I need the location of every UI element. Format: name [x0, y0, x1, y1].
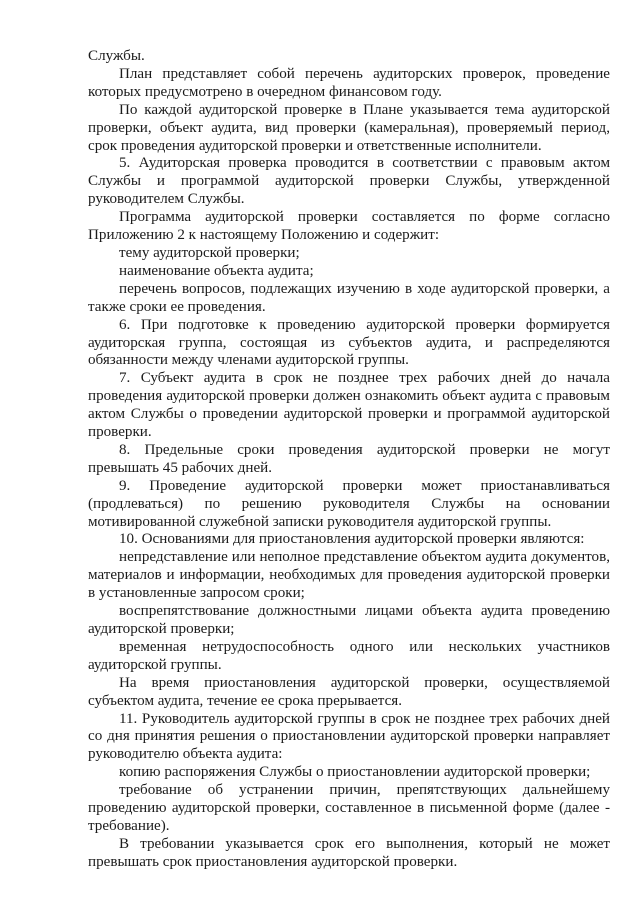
document-body — [88, 48, 610, 872]
paragraph-suspension-term: На время приостановления аудиторской проверки, осуществляемой субъектом аудита, течение ее срока прерывается. — [88, 674, 610, 709]
paragraph-plan-definition: План представляет собой перечень аудиторских проверок, проведение которых предусмотрено в очередном финансовом году. — [88, 65, 610, 100]
list-item-topic: тему аудиторской проверки; — [119, 244, 300, 261]
paragraph-continuation: Службы. — [88, 48, 145, 64]
paragraph-plan-contents: По каждой аудиторской проверке в Плане указывается тема аудиторской проверки, объект аудита, вид проверки (камеральная), проверяемый период, срок проведения аудиторской проверки и ответственные исполнители. — [88, 101, 610, 154]
list-item-non-provision: непредставление или неполное представление объектом аудита документов, материалов и информации, необходимых для проведения аудиторской проверки в установленные запросом сроки; — [88, 549, 610, 602]
paragraph-item-5: 5. Аудиторская проверка проводится в соответствии с правовым актом Службы и программой аудиторской проверки Службы, утвержденной руководителем Службы. — [88, 155, 610, 208]
paragraph-item-7: 7. Субъект аудита в срок не позднее трех рабочих дней до начала проведения аудиторской проверки должен ознакомить объект аудита с правовым актом Службы о проведении аудиторской проверки и программой аудиторской проверки. — [88, 370, 610, 441]
list-item-requirement: требование об устранении причин, препятствующих дальнейшему проведению аудиторской проверки, составленное в письменной форме (далее - требование). — [88, 782, 610, 834]
paragraph-item-9: 9. Проведение аудиторской проверки может приостанавливаться (продлеваться) по решению руководителя Службы на основании мотивированной служебной записки руководителя аудиторской группы. — [88, 477, 610, 530]
list-item-disability: временная нетрудоспособность одного или нескольких участников аудиторской группы. — [88, 638, 610, 673]
paragraph-item-10: 10. Основаниями для приостановления аудиторской проверки являются: — [119, 531, 585, 548]
paragraph-item-11: 11. Руководитель аудиторской группы в срок не позднее трех рабочих дней со дня принятия решения о приостановлении аудиторской проверки направляет руководителю объекта аудита: — [88, 710, 610, 763]
paragraph-program-form: Программа аудиторской проверки составляется по форме согласно Приложению 2 к настоящему Положению и содержит: — [88, 209, 610, 244]
list-item-object-name: наименование объекта аудита; — [119, 262, 314, 279]
list-item-questions: перечень вопросов, подлежащих изучению в ходе аудиторской проверки, а также сроки ее проведения. — [88, 280, 610, 315]
list-item-order-copy: копию распоряжения Службы о приостановлении аудиторской проверки; — [119, 764, 591, 781]
list-item-obstruction: воспрепятствование должностными лицами объекта аудита проведению аудиторской проверки; — [88, 603, 610, 637]
paragraph-requirement-deadline: В требовании указывается срок его выполнения, который не может превышать срок приостановления аудиторской проверки. — [88, 835, 610, 870]
paragraph-item-8: 8. Предельные сроки проведения аудиторской проверки не могут превышать 45 рабочих дней. — [88, 441, 610, 476]
paragraph-item-6: 6. При подготовке к проведению аудиторской проверки формируется аудиторская группа, состоящая из субъектов аудита, и распределяются обязанности между членами аудиторской группы. — [88, 316, 610, 369]
